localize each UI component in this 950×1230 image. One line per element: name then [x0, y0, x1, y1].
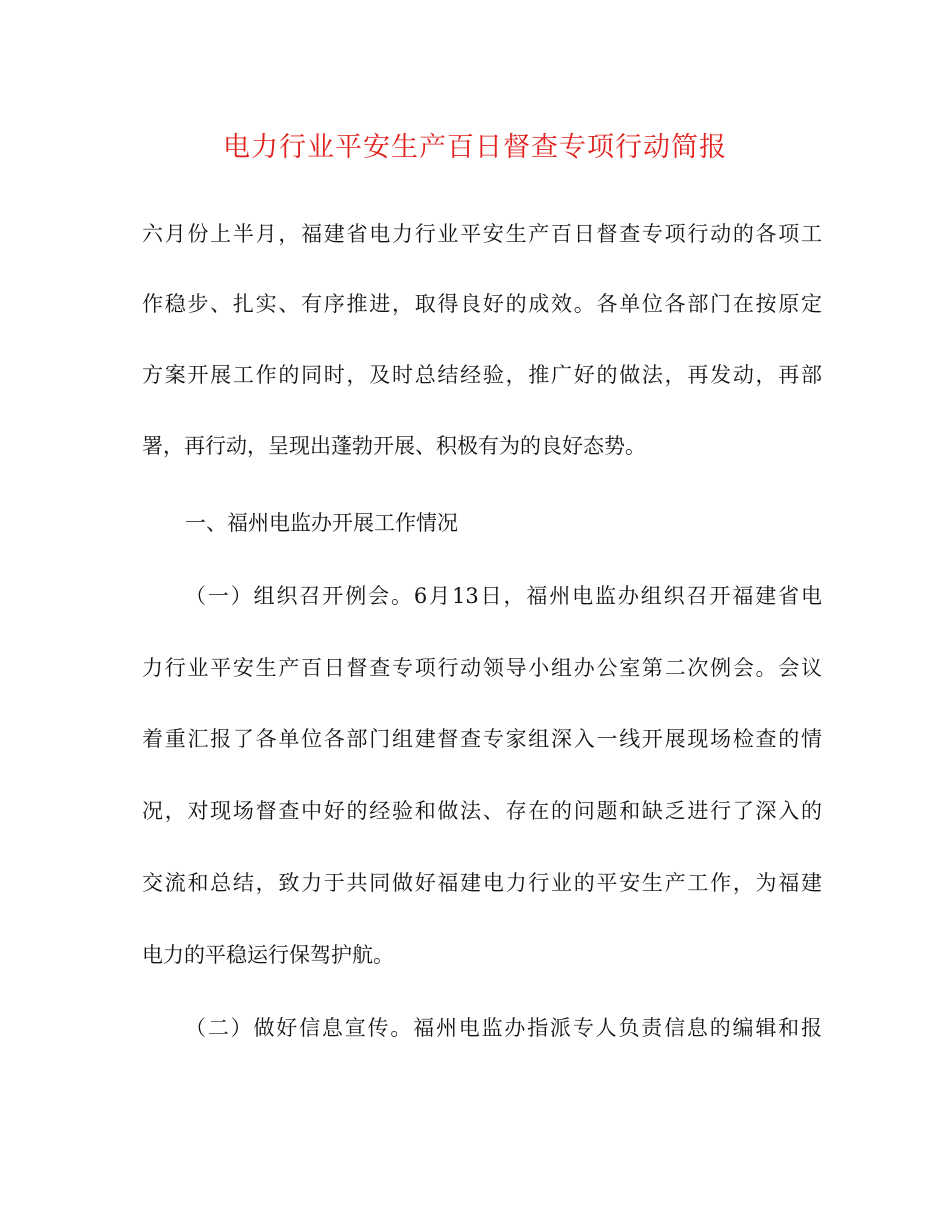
paragraph-line: （一）组织召开例会。6月13日，福州电监办组织召开福建省电 — [185, 584, 822, 608]
paragraph-line: 六月份上半月，福建省电力行业平安生产百日督查专项行动的各项工 — [142, 222, 822, 246]
paragraph-line: 作稳步、扎实、有序推进，取得良好的成效。各单位各部门在按原定 — [142, 292, 822, 316]
paragraph-line: 电力的平稳运行保驾护航。 — [142, 943, 394, 967]
paragraph-line: 况，对现场督查中好的经验和做法、存在的问题和缺乏进行了深入的 — [142, 799, 822, 823]
paragraph-line: 方案开展工作的同时，及时总结经验，推广好的做法，再发动，再部 — [142, 363, 822, 387]
document-title: 电力行业平安生产百日督查专项行动简报 — [223, 132, 727, 163]
paragraph-line: （二）做好信息宣传。福州电监办指派专人负责信息的编辑和报 — [185, 1016, 822, 1040]
paragraph-line: 交流和总结，致力于共同做好福建电力行业的平安生产工作，为福建 — [142, 871, 822, 895]
paragraph-line: 着重汇报了各单位各部门组建督查专家组深入一线开展现场检查的情 — [142, 727, 822, 751]
paragraph-line: 力行业平安生产百日督查专项行动领导小组办公室第二次例会。会议 — [142, 656, 822, 680]
paragraph-line: 署，再行动，呈现出蓬勃开展、积极有为的良好态势。 — [142, 434, 646, 458]
section-heading: 一、福州电监办开展工作情况 — [185, 511, 458, 535]
